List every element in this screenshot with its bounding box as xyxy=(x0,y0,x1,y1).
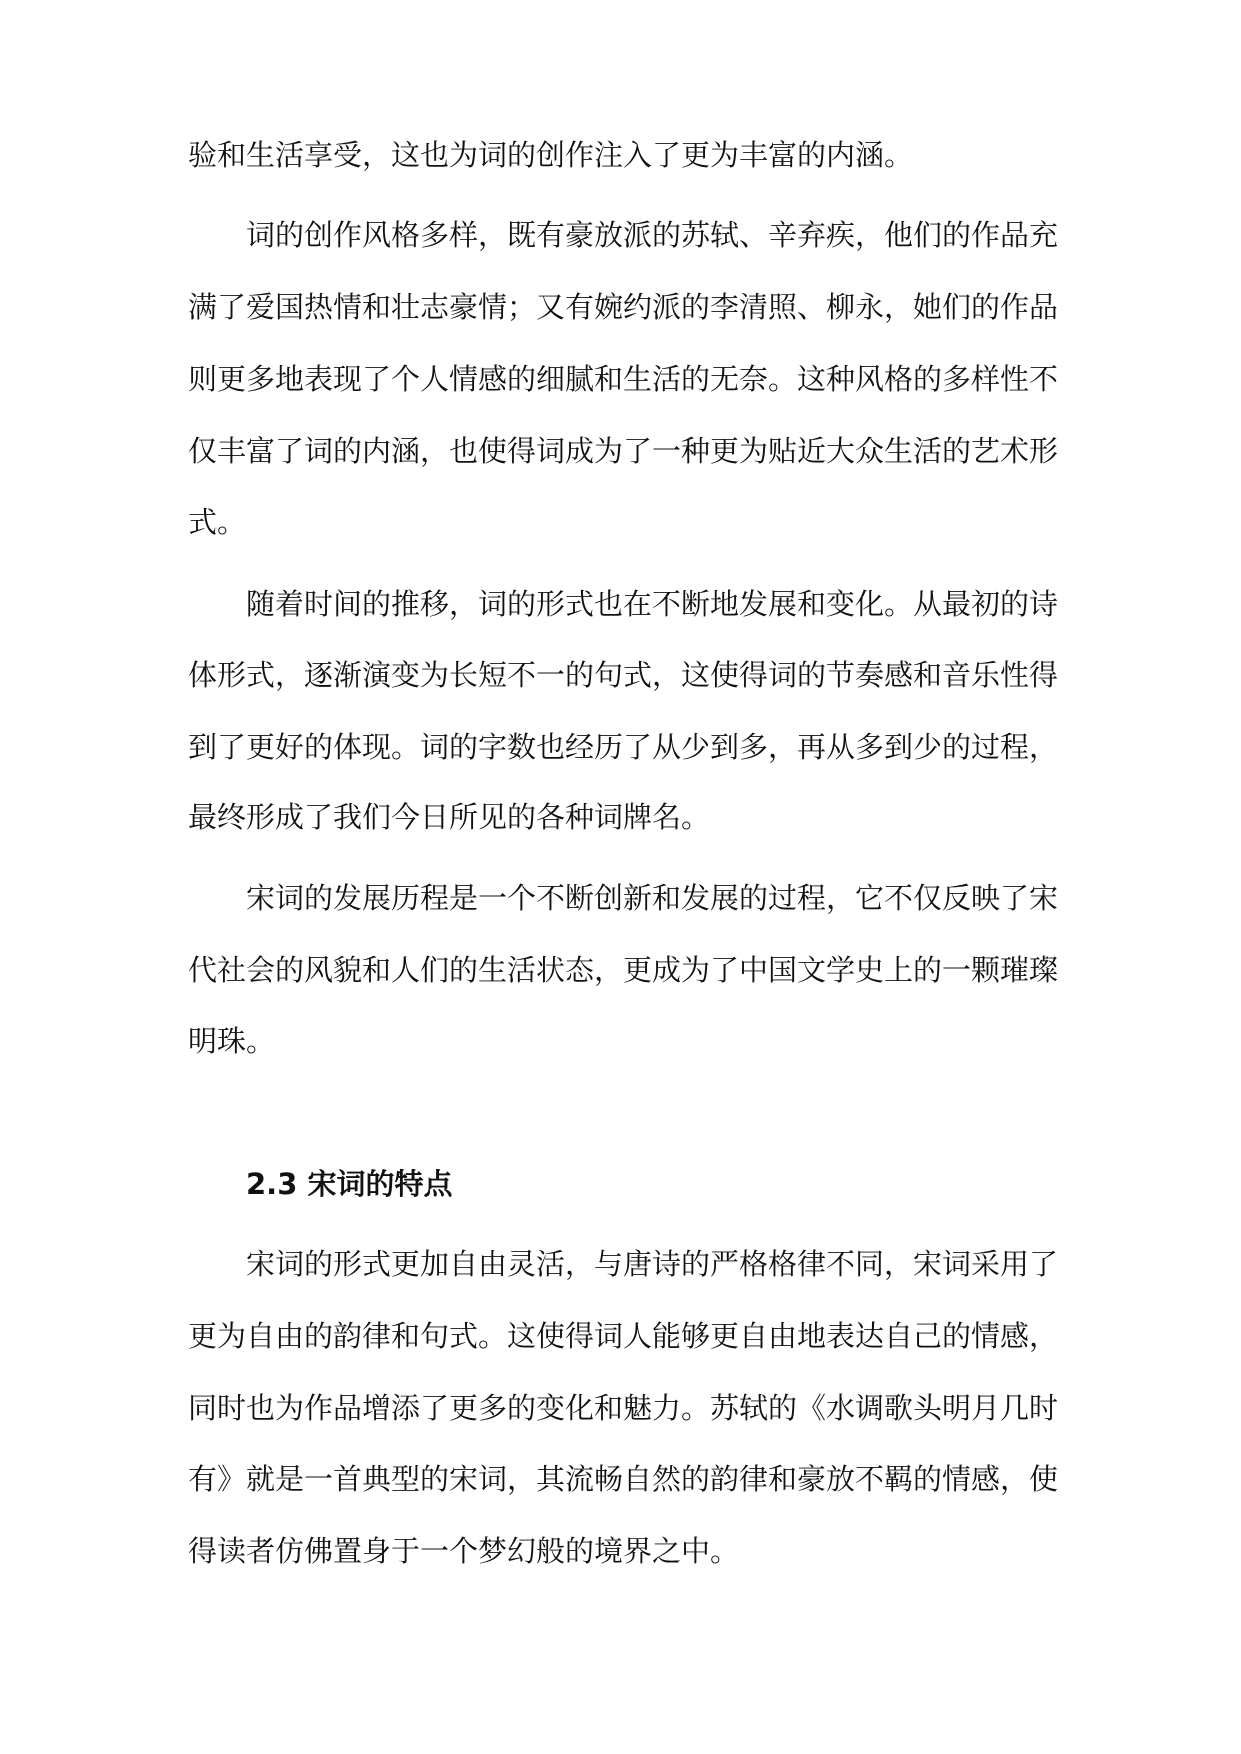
paragraph-line: 有》就是一首典型的宋词，其流畅自然的韵律和豪放不羁的情感，使 xyxy=(188,1462,1059,1496)
paragraph-line: 代社会的风貌和人们的生活状态，更成为了中国文学史上的一颗璀璨 xyxy=(188,953,1059,987)
paragraph-line: 到了更好的体现。词的字数也经历了从少到多，再从多到少的过程， xyxy=(188,730,1059,764)
paragraph-line: 体形式，逐渐演变为长短不一的句式，这使得词的节奏感和音乐性得 xyxy=(188,658,1059,692)
paragraph-line: 则更多地表现了个人情感的细腻和生活的无奈。这种风格的多样性不 xyxy=(188,362,1059,396)
paragraph-line: 验和生活享受，这也为词的创作注入了更为丰富的内涵。 xyxy=(188,138,914,172)
paragraph-line: 得读者仿佛置身于一个梦幻般的境界之中。 xyxy=(188,1534,740,1568)
paragraph-line: 宋词的形式更加自由灵活，与唐诗的严格格律不同，宋词采用了 xyxy=(246,1247,1059,1281)
section-heading: 2.3 宋词的特点 xyxy=(246,1167,453,1201)
paragraph-line: 随着时间的推移，词的形式也在不断地发展和变化。从最初的诗 xyxy=(246,587,1059,621)
paragraph-line: 同时也为作品增添了更多的变化和魅力。苏轼的《水调歌头明月几时 xyxy=(188,1391,1059,1425)
paragraph-line: 最终形成了我们今日所见的各种词牌名。 xyxy=(188,800,711,834)
paragraph-line: 更为自由的韵律和句式。这使得词人能够更自由地表达自己的情感， xyxy=(188,1319,1059,1353)
paragraph-line: 明珠。 xyxy=(188,1024,276,1058)
paragraph-line: 仅丰富了词的内涵，也使得词成为了一种更为贴近大众生活的艺术形 xyxy=(188,434,1059,468)
paragraph-line: 满了爱国热情和壮志豪情；又有婉约派的李清照、柳永，她们的作品 xyxy=(188,290,1059,324)
paragraph-line: 宋词的发展历程是一个不断创新和发展的过程，它不仅反映了宋 xyxy=(246,881,1059,915)
paragraph-line: 式。 xyxy=(188,505,247,539)
paragraph-line: 词的创作风格多样，既有豪放派的苏轼、辛弃疾，他们的作品充 xyxy=(246,218,1059,252)
